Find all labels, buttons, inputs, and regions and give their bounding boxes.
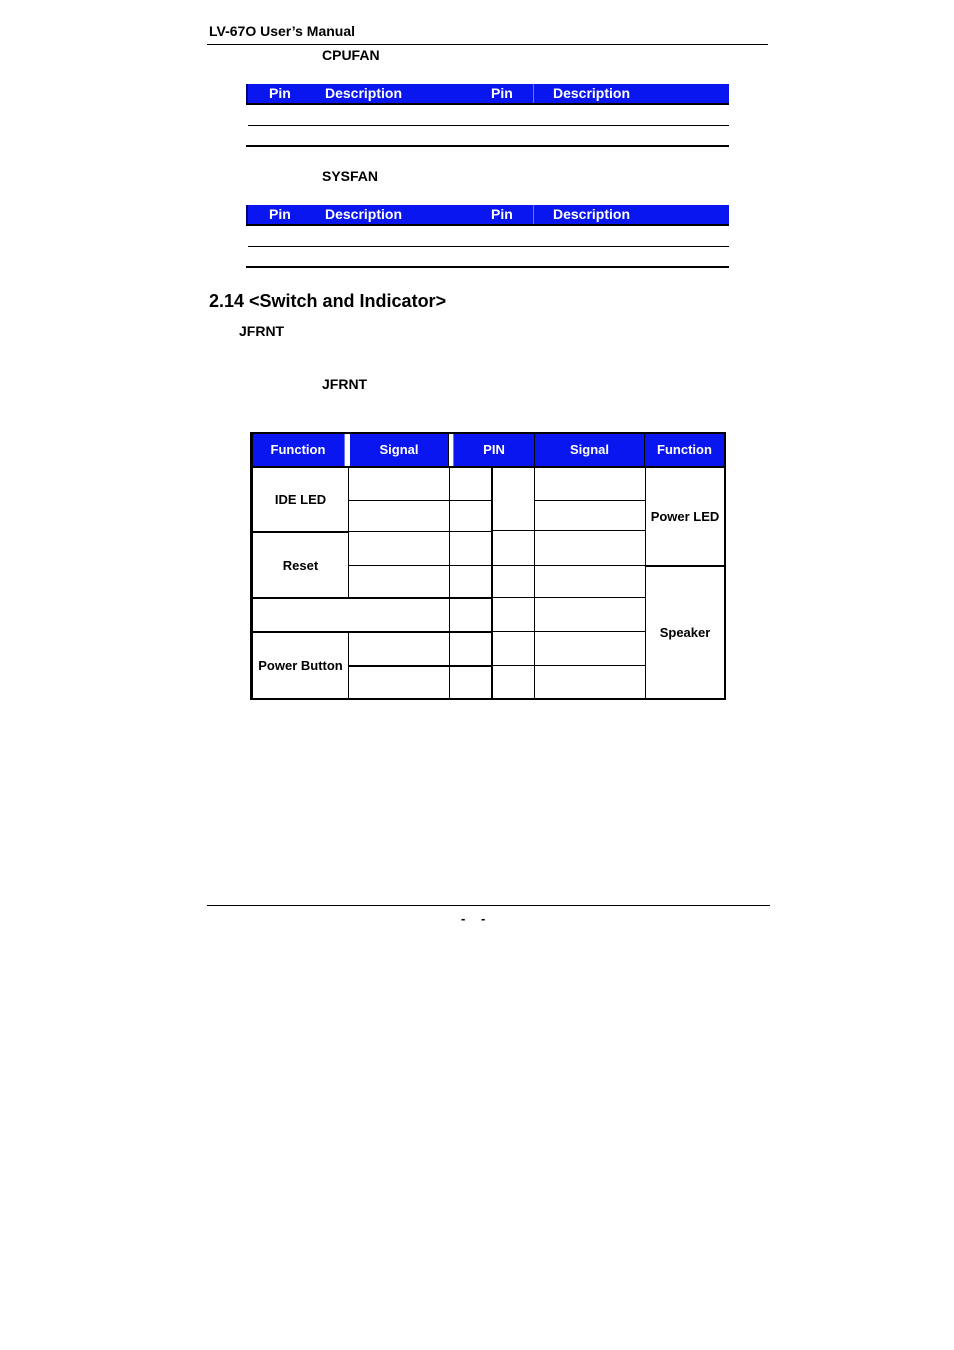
- cpufan-col-pin-2: Pin: [491, 85, 513, 101]
- function-power-led: Power LED: [650, 508, 720, 524]
- sysfan-table: [246, 205, 729, 269]
- sysfan-label: SYSFAN: [322, 168, 379, 184]
- jfrnt-figure-label: JFRNT: [322, 376, 368, 392]
- function-power-button: Power Button: [258, 658, 343, 673]
- sysfan-col-pin-1: Pin: [269, 206, 291, 222]
- jfrnt-col-pin: PIN: [454, 432, 534, 466]
- sysfan-row-divider: [248, 246, 729, 247]
- sysfan-col-description-2: Description: [553, 206, 631, 222]
- jfrnt-table: [250, 432, 726, 700]
- sysfan-table-header: [246, 205, 729, 226]
- footer-rule: [207, 905, 770, 906]
- cpufan-col-description-2: Description: [553, 85, 631, 101]
- cpufan-table-header: [246, 84, 729, 105]
- cpufan-label: CPUFAN: [322, 47, 380, 63]
- header-rule: [207, 44, 768, 45]
- jfrnt-col-signal-left: Signal: [350, 432, 448, 466]
- function-speaker: Speaker: [659, 625, 711, 640]
- sysfan-table-bottom: [246, 266, 729, 268]
- section-subtitle: JFRNT: [239, 323, 285, 339]
- jfrnt-col-signal-right: Signal: [535, 432, 644, 466]
- cpufan-row-divider: [248, 125, 729, 126]
- sysfan-col-pin-2: Pin: [491, 206, 513, 222]
- page-number-right-dash: -: [481, 911, 486, 926]
- cpufan-table: [246, 84, 729, 148]
- cpufan-col-pin-1: Pin: [269, 85, 291, 101]
- sysfan-col-description-1: Description: [325, 206, 403, 222]
- jfrnt-col-function-right: Function: [645, 432, 724, 466]
- cpufan-table-bottom: [246, 145, 729, 147]
- function-reset: Reset: [282, 557, 319, 573]
- cpufan-col-description-1: Description: [325, 85, 403, 101]
- section-title: 2.14 <Switch and Indicator>: [209, 291, 447, 311]
- page-number-left-dash: -: [461, 911, 466, 926]
- function-ide-led: IDE LED: [274, 491, 327, 507]
- jfrnt-col-function-left: Function: [252, 432, 344, 466]
- manual-title: LV-67O User’s Manual: [209, 23, 356, 39]
